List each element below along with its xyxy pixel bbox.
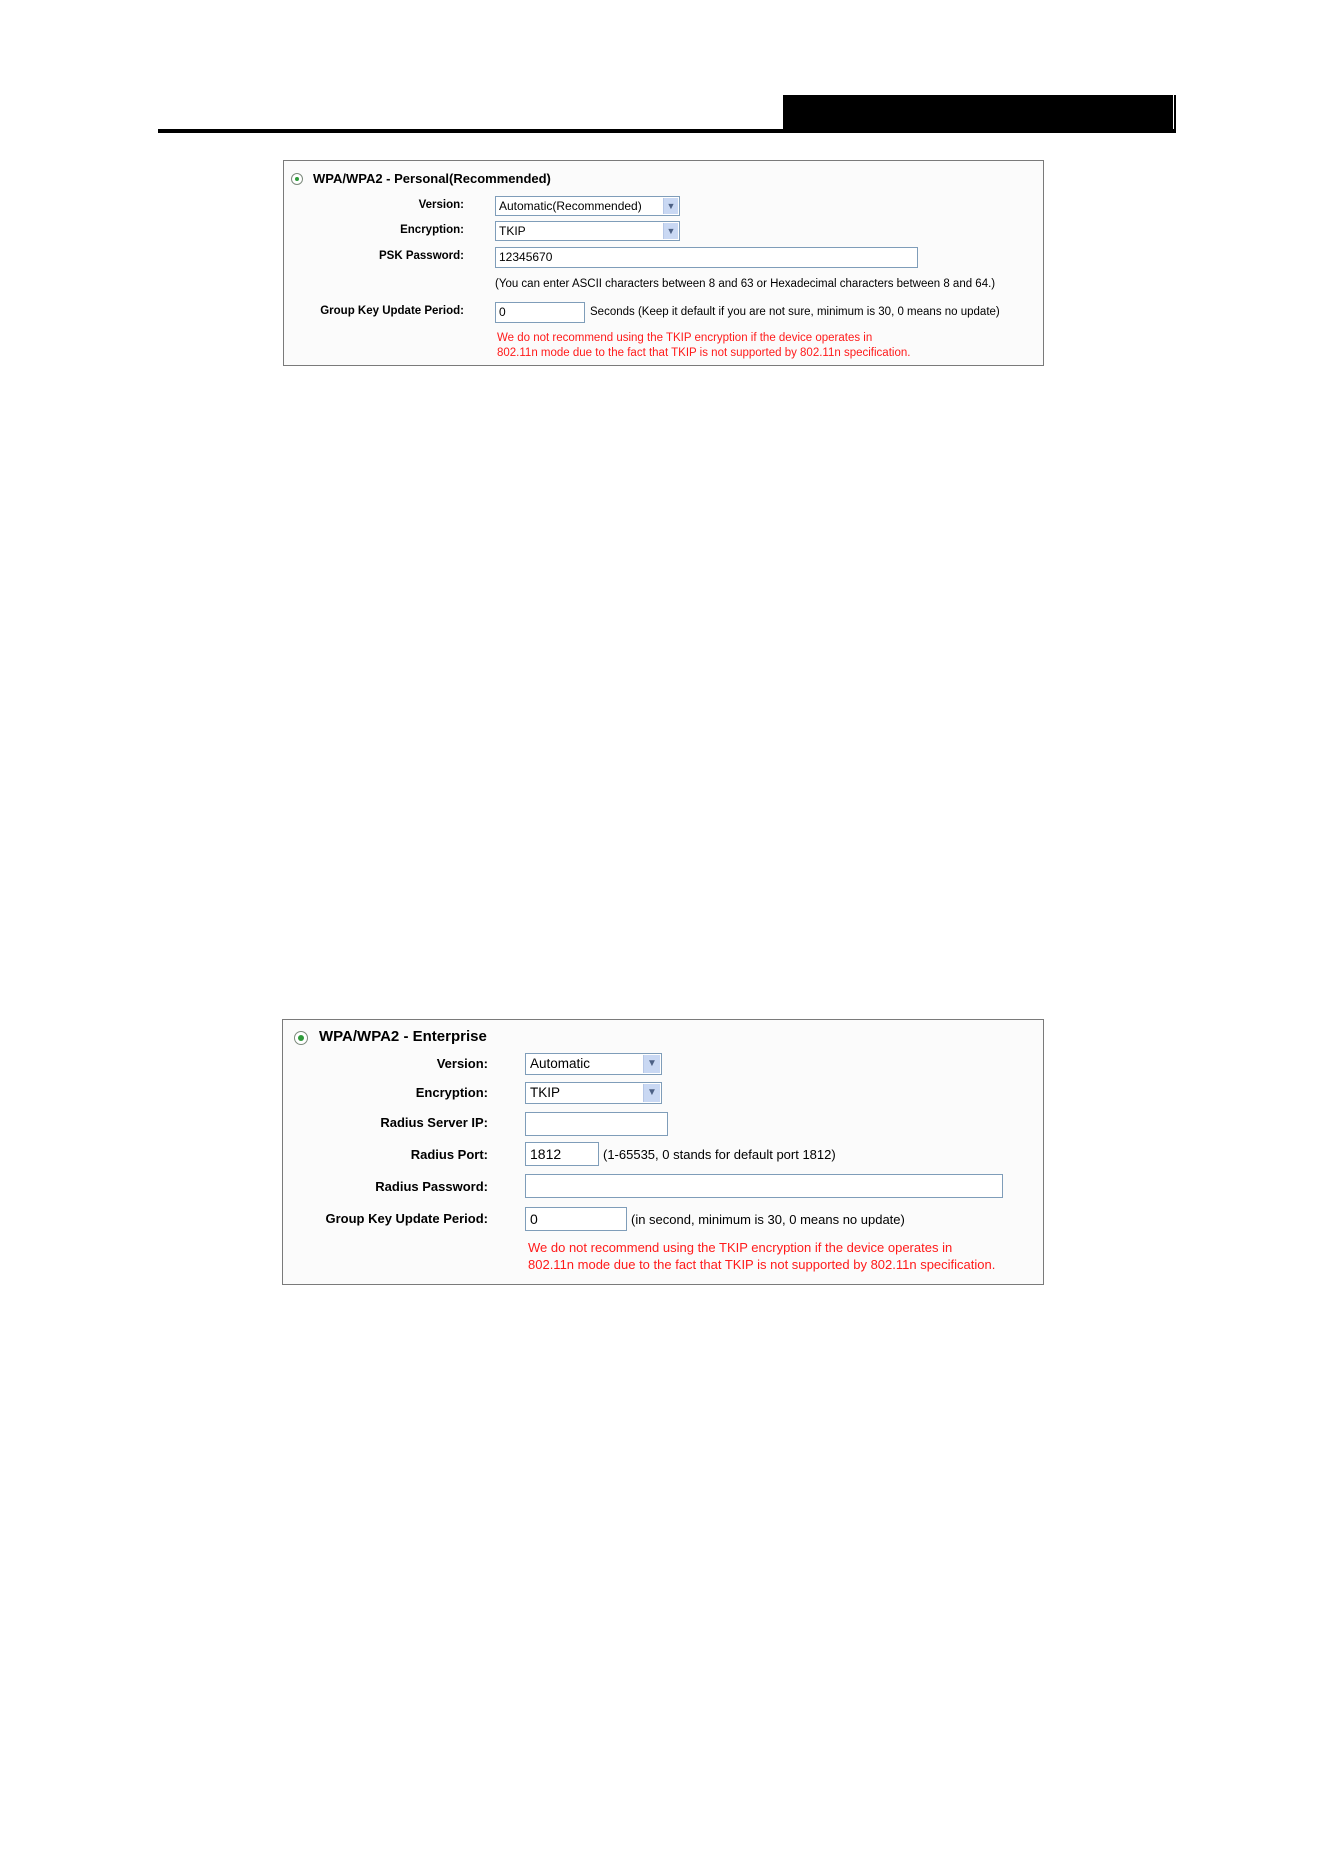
version-select-value: Automatic [530, 1056, 591, 1071]
encryption-label: Encryption: [415, 1085, 488, 1100]
radius-password-input[interactable] [525, 1174, 1003, 1198]
chevron-down-icon[interactable]: ▼ [643, 1084, 660, 1102]
encryption-select-value: TKIP [499, 224, 526, 238]
radius-port-input[interactable]: 1812 [525, 1142, 599, 1166]
wpa-enterprise-panel [282, 1019, 1044, 1285]
panel-title: WPA/WPA2 - Personal(Recommended) [313, 171, 551, 186]
encryption-select[interactable] [495, 221, 680, 241]
tkip-warning-line-2: 802.11n mode due to the fact that TKIP is not supported by 802.11n specification. [497, 347, 911, 359]
group-key-update-hint: (in second, minimum is 30, 0 means no update) [631, 1212, 905, 1227]
version-select[interactable] [495, 196, 680, 216]
group-key-update-hint: Seconds (Keep it default if you are not sure, minimum is 30, 0 means no update) [590, 306, 1000, 318]
tkip-warning-line-1: We do not recommend using the TKIP encryption if the device operates in [497, 332, 873, 344]
group-key-update-input[interactable]: 0 [495, 302, 585, 323]
group-key-update-label: Group Key Update Period: [325, 1211, 488, 1226]
encryption-select[interactable] [525, 1082, 662, 1104]
tkip-warning-line-2: 802.11n mode due to the fact that TKIP is not supported by 802.11n specification. [528, 1257, 996, 1272]
header-rule [158, 129, 1174, 133]
header-black-bar [783, 95, 1173, 131]
chevron-down-icon[interactable]: ▼ [663, 198, 678, 214]
panel-title: WPA/WPA2 - Enterprise [319, 1028, 487, 1045]
chevron-down-icon[interactable]: ▼ [643, 1055, 660, 1073]
radio-selected-icon[interactable] [294, 1031, 308, 1045]
group-key-update-input[interactable]: 0 [525, 1207, 627, 1231]
radio-selected-icon[interactable] [291, 173, 303, 185]
psk-password-hint: (You can enter ASCII characters between 8 and 63 or Hexadecimal characters between 8 and 64.) [495, 278, 996, 290]
version-select-value: Automatic(Recommended) [499, 199, 642, 213]
radius-port-label: Radius Port: [410, 1147, 488, 1162]
encryption-label: Encryption: [400, 224, 464, 236]
encryption-select-value: TKIP [530, 1085, 561, 1100]
psk-password-input[interactable]: 12345670 [495, 247, 918, 268]
psk-password-label: PSK Password: [379, 250, 464, 262]
version-label: Version: [436, 1056, 488, 1071]
radius-server-ip-input[interactable] [525, 1112, 668, 1136]
tkip-warning-line-1: We do not recommend using the TKIP encryption if the device operates in [528, 1240, 953, 1255]
version-label: Version: [418, 199, 464, 211]
wpa-personal-panel [283, 160, 1044, 366]
radius-password-label: Radius Password: [375, 1179, 488, 1194]
header-bar-tick [1174, 95, 1176, 133]
radius-server-ip-label: Radius Server IP: [380, 1115, 488, 1130]
radius-port-hint: (1-65535, 0 stands for default port 1812) [603, 1147, 836, 1162]
group-key-update-label: Group Key Update Period: [320, 305, 464, 317]
chevron-down-icon[interactable]: ▼ [663, 223, 678, 239]
version-select[interactable] [525, 1053, 662, 1075]
